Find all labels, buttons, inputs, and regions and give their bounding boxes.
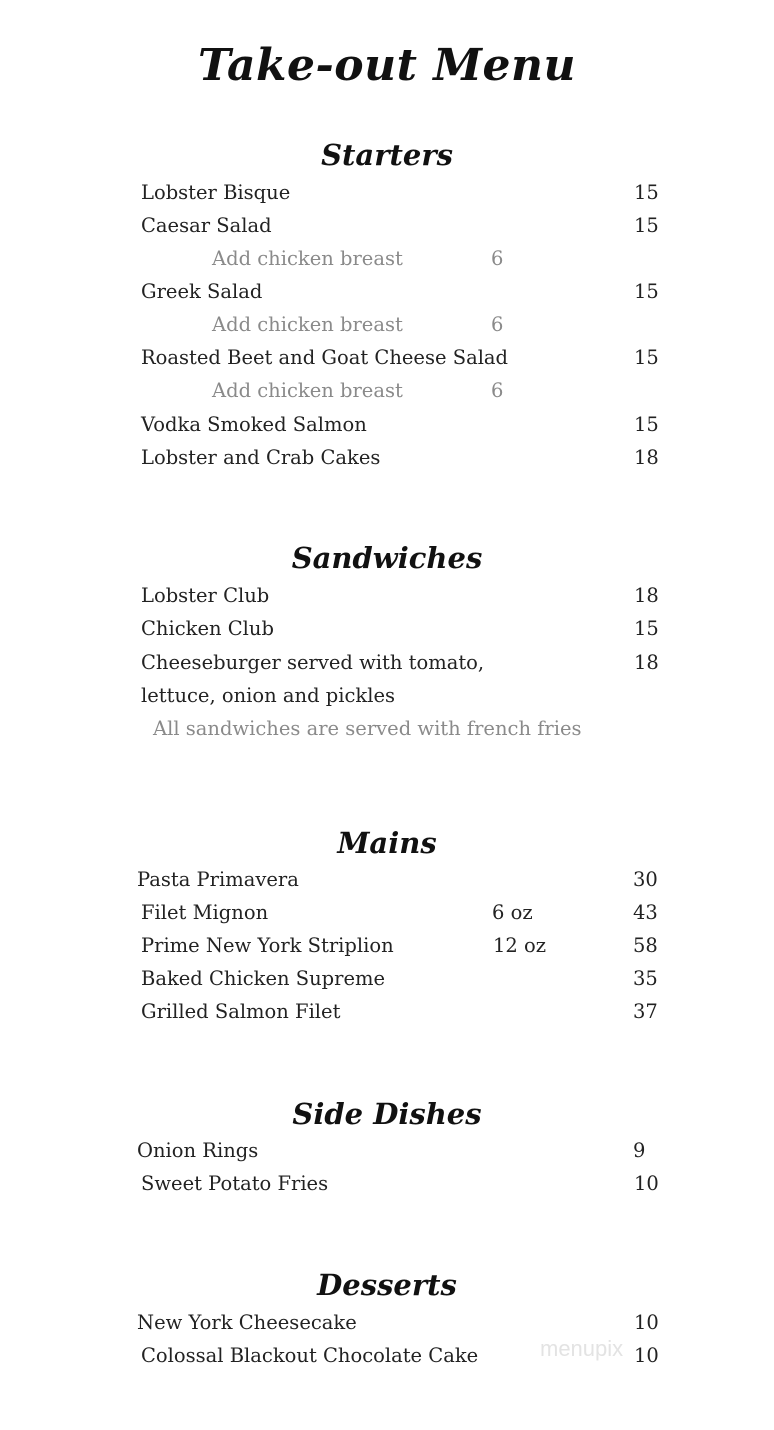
menu-item-price: 37 — [633, 1000, 658, 1023]
menu-item-price: 15 — [634, 280, 659, 303]
menu-item-price: 43 — [633, 901, 658, 924]
menu-item-name: Prime New York Striplion — [141, 934, 394, 957]
menu-item-name: Filet Mignon — [141, 901, 269, 924]
addon-price: 6 — [491, 247, 504, 270]
menu-item-price: 30 — [633, 868, 658, 891]
menu-item-price: 18 — [634, 446, 659, 469]
section-title-sandwiches: Sandwiches — [291, 541, 483, 575]
addon-price: 6 — [491, 313, 504, 336]
sandwiches-note: All sandwiches are served with french fries — [153, 717, 582, 740]
menu-item-name: Lobster Club — [141, 584, 270, 607]
menu-item-name: Cheeseburger served with tomato, — [141, 651, 485, 674]
menu-item-name: Grilled Salmon Filet — [141, 1000, 341, 1023]
watermark: menupix — [540, 1336, 624, 1361]
menu-item-price: 15 — [634, 617, 659, 640]
menu-item-price: 58 — [633, 934, 658, 957]
menu-item-price: 15 — [634, 413, 659, 436]
menu-item-price: 15 — [634, 181, 659, 204]
section-title-side-dishes: Side Dishes — [292, 1097, 482, 1131]
menu-item-name: Chicken Club — [141, 617, 274, 640]
menu-item-name: Vodka Smoked Salmon — [141, 413, 367, 436]
menu-item-description: lettuce, onion and pickles — [141, 684, 396, 707]
menu-item-portion: 12 oz — [493, 934, 547, 957]
menu-item-name: Colossal Blackout Chocolate Cake — [141, 1344, 479, 1367]
menu-item-price: 18 — [634, 651, 659, 674]
menu-item-name: Baked Chicken Supreme — [141, 967, 386, 990]
section-title-mains: Mains — [337, 826, 437, 860]
addon-name: Add chicken breast — [212, 379, 403, 402]
menu-item-name: Lobster and Crab Cakes — [141, 446, 381, 469]
menu-item-price: 18 — [634, 584, 659, 607]
menu-item-price: 35 — [633, 967, 658, 990]
menu-item-name: Roasted Beet and Goat Cheese Salad — [141, 346, 509, 369]
menu-item-name: Greek Salad — [141, 280, 263, 303]
section-title-desserts: Desserts — [317, 1268, 457, 1302]
section-title-starters: Starters — [321, 138, 453, 172]
menu-item-price: 9 — [633, 1139, 646, 1162]
menu-item-name: New York Cheesecake — [137, 1311, 357, 1334]
menu-item-price: 10 — [634, 1172, 659, 1195]
menu-item-portion: 6 oz — [492, 901, 533, 924]
menu-item-price: 15 — [634, 346, 659, 369]
addon-name: Add chicken breast — [212, 313, 403, 336]
addon-name: Add chicken breast — [212, 247, 403, 270]
menu-item-name: Caesar Salad — [141, 214, 272, 237]
menu-title: Take-out Menu — [198, 40, 576, 91]
addon-price: 6 — [491, 379, 504, 402]
menu-item-name: Lobster Bisque — [141, 181, 291, 204]
menu-item-price: 10 — [634, 1344, 659, 1367]
menu-item-price: 10 — [634, 1311, 659, 1334]
menu-item-name: Sweet Potato Fries — [141, 1172, 329, 1195]
menu-item-price: 15 — [634, 214, 659, 237]
menu-item-name: Pasta Primavera — [137, 868, 299, 891]
menu-item-name: Onion Rings — [137, 1139, 259, 1162]
